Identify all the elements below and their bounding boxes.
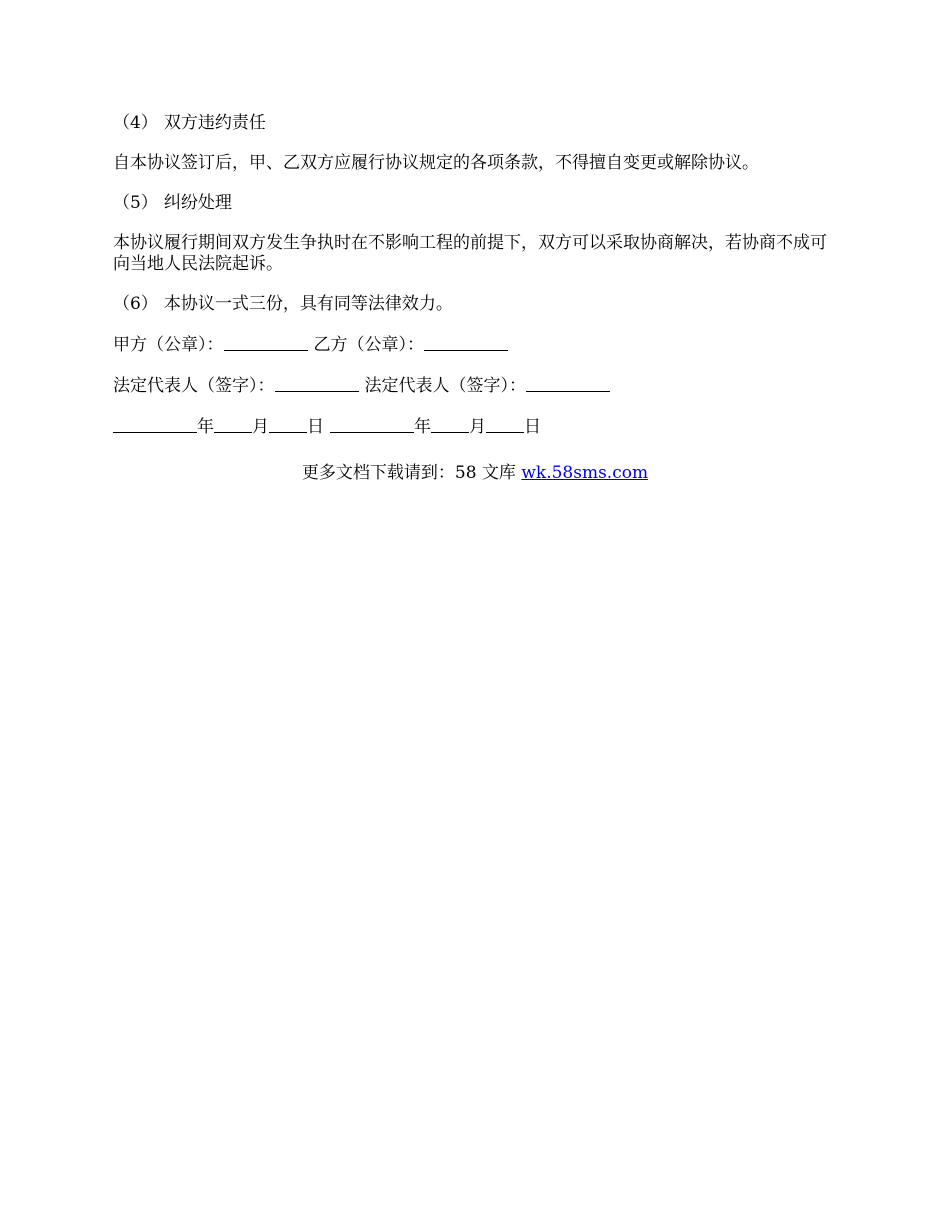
seal-line (113, 334, 843, 356)
legal-rep-a-label: 法定代表人（签字）： (113, 376, 275, 396)
section-5-body: 本协议履行期间双方发生争执时在不影响工程的前提下，双方可以采取协商解决，若协商不成可向当地人民法院起诉。 (113, 233, 827, 274)
party-b-seal-blank (424, 334, 508, 351)
date-b-year-label: 年 (414, 417, 431, 437)
document-page (113, 113, 843, 457)
section-6-heading (113, 294, 843, 315)
section-4-title: 双方违约责任 (163, 113, 266, 133)
download-footer (0, 462, 950, 484)
section-5-title: 纠纷处理 (163, 193, 232, 213)
date-b-day-blank (486, 416, 524, 433)
footer-link[interactable]: wk.58sms.com (521, 463, 649, 483)
legal-rep-b-blank (526, 375, 610, 392)
section-5-heading (113, 193, 843, 214)
section-4-number: （4） (113, 113, 158, 133)
date-b-month-label: 月 (469, 417, 486, 437)
section-5-number: （5） (113, 193, 158, 213)
date-a-day-label: 日 (307, 417, 324, 437)
date-a-month-label: 月 (252, 417, 269, 437)
legal-rep-a-blank (275, 375, 359, 392)
party-b-seal-label: 乙方（公章）： (313, 335, 424, 355)
legal-rep-b-label: 法定代表人（签字）： (364, 376, 526, 396)
date-b-month-blank (431, 416, 469, 433)
date-a-month-blank (214, 416, 252, 433)
section-6-title: 本协议一式三份，具有同等法律效力。 (163, 294, 453, 314)
date-a-year-label: 年 (197, 417, 214, 437)
section-6-number: （6） (113, 294, 158, 314)
footer-text: 更多文档下载请到：58 文库 (301, 463, 522, 483)
party-a-seal-label: 甲方（公章）： (113, 335, 224, 355)
legal-rep-line (113, 375, 843, 397)
date-b-day-label: 日 (524, 417, 541, 437)
section-4-body: 自本协议签订后，甲、乙双方应履行协议规定的各项条款，不得擅自变更或解除协议。 (113, 153, 759, 173)
date-a-day-blank (269, 416, 307, 433)
date-b-year-blank (330, 416, 414, 433)
party-a-seal-blank (224, 334, 308, 351)
date-a-year-blank (113, 416, 197, 433)
date-line (113, 416, 843, 438)
section-4-heading (113, 113, 843, 134)
